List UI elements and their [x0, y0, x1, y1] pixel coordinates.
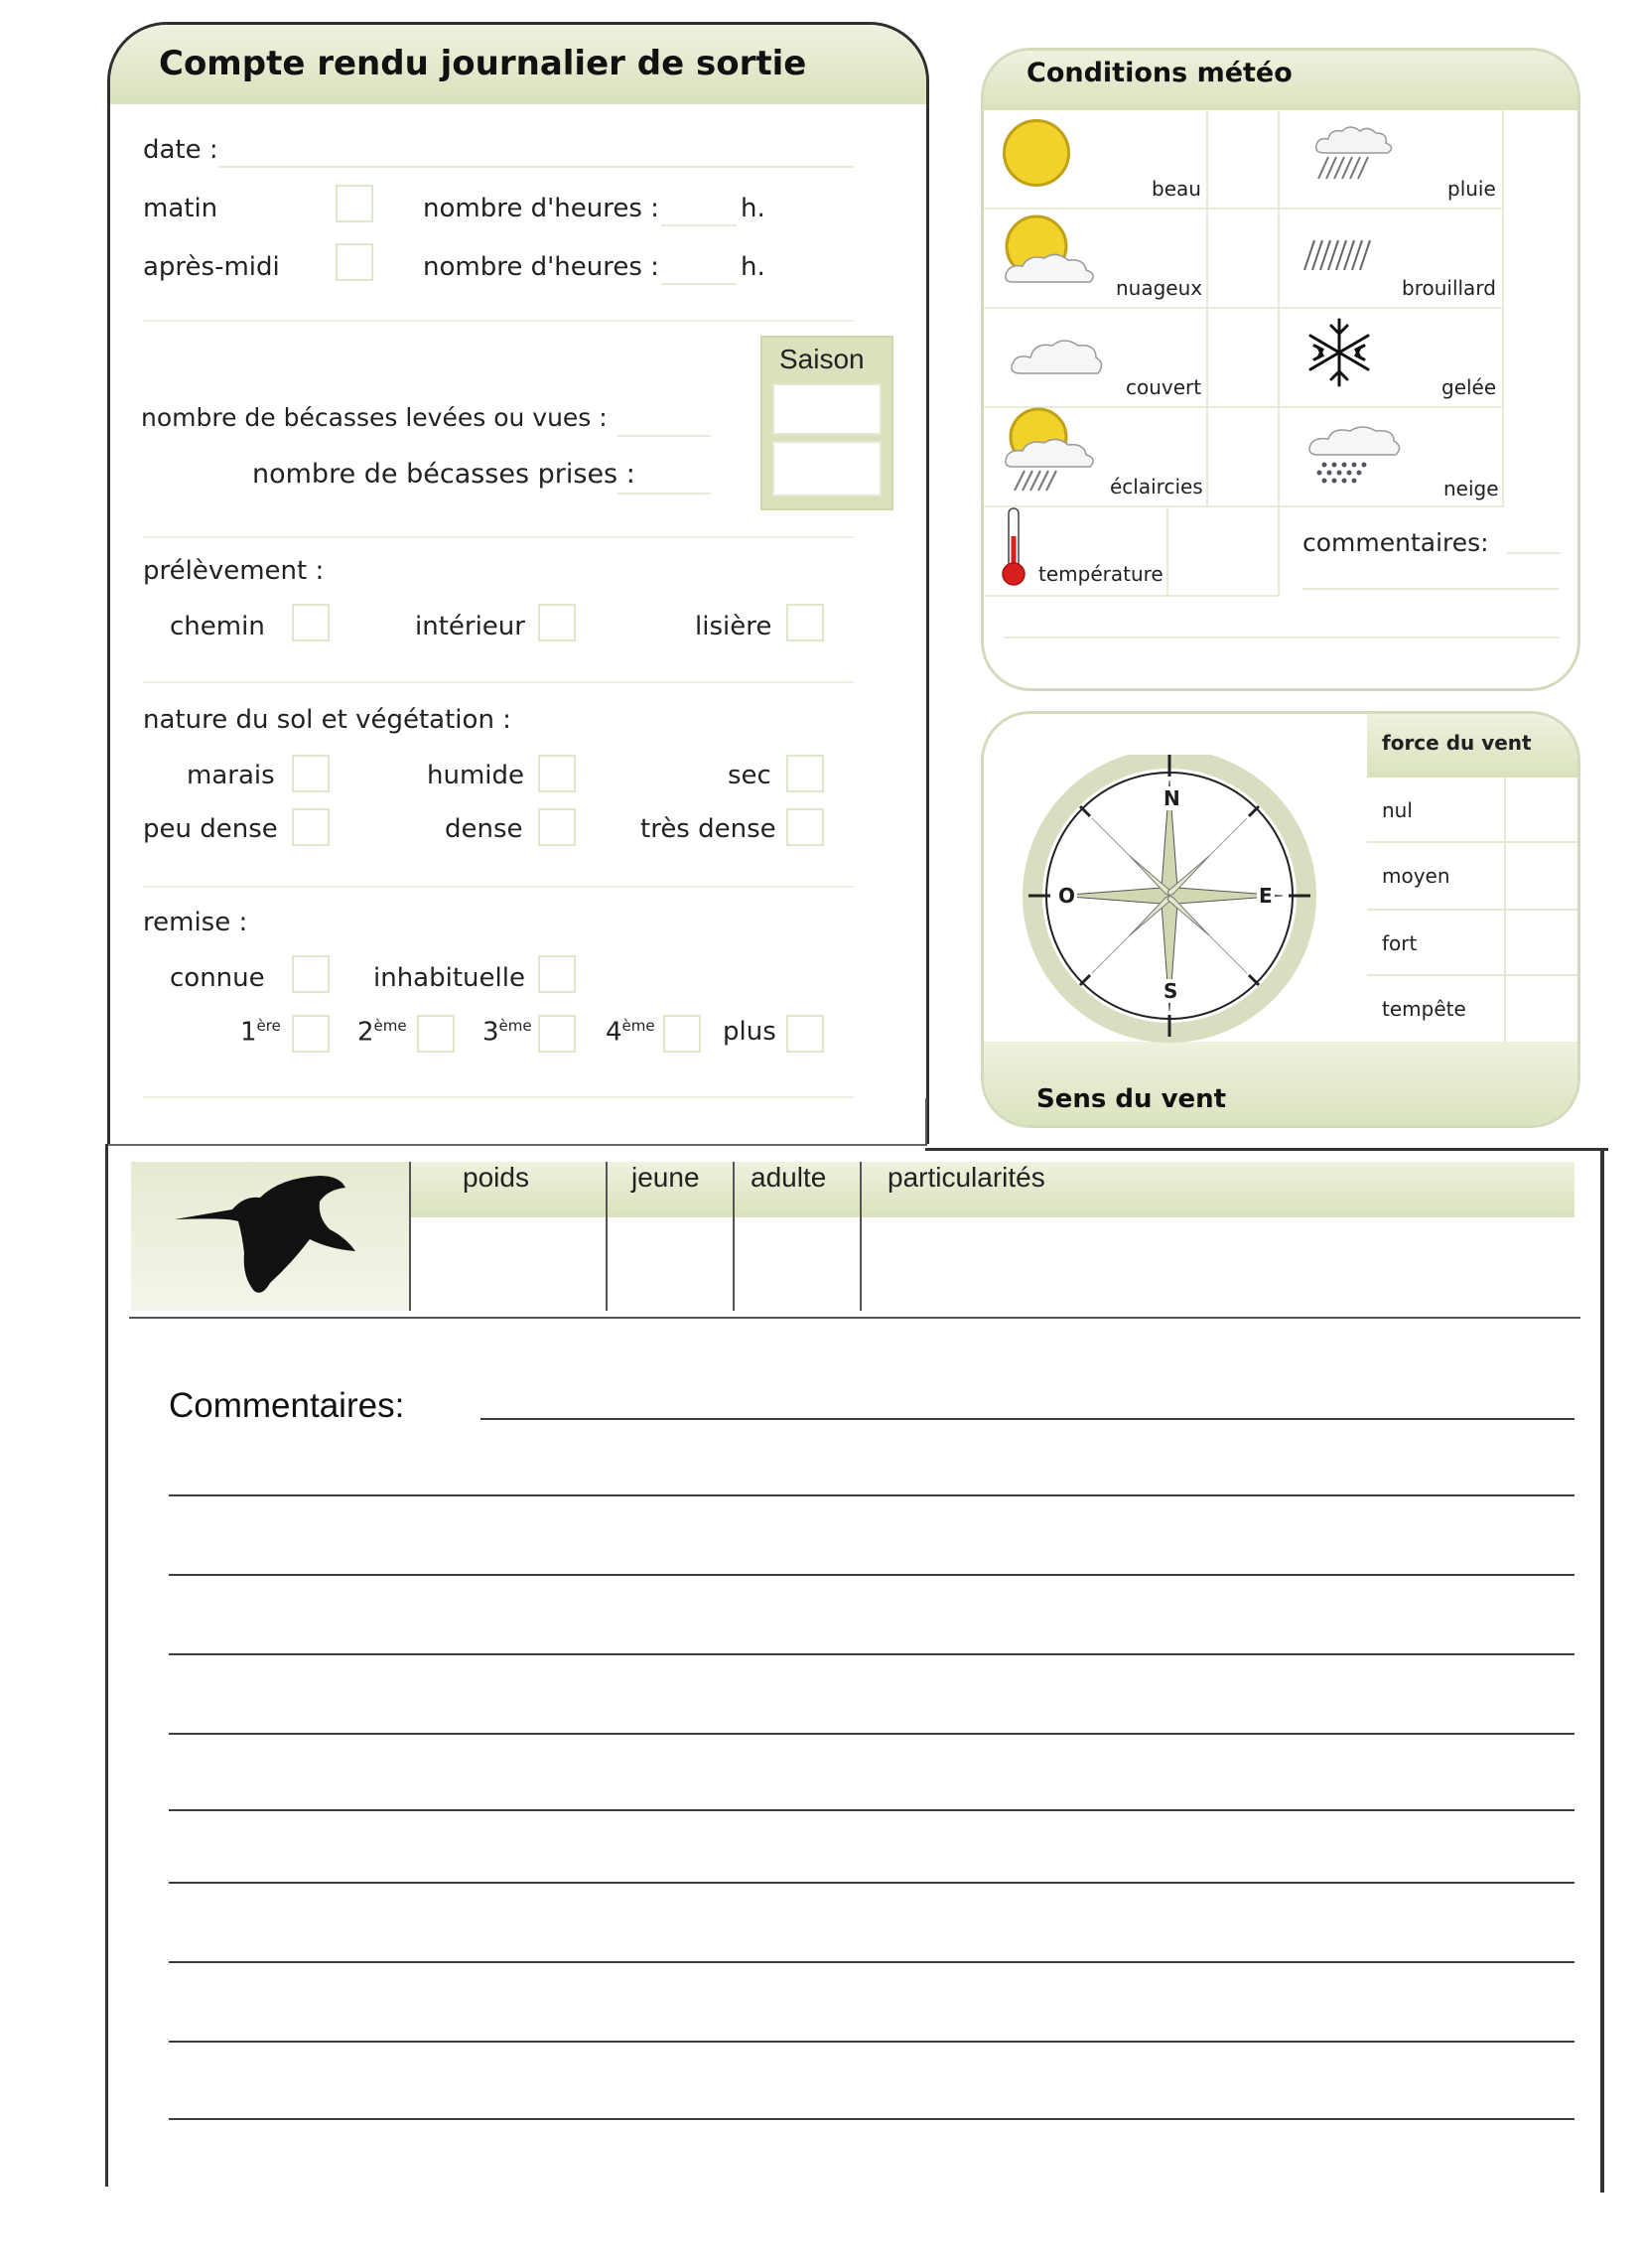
- bottom-frame-top-right: [925, 1148, 1608, 1151]
- saison-field-1[interactable]: [772, 383, 882, 435]
- force-tempete[interactable]: tempête: [1382, 997, 1466, 1021]
- comments-line-5[interactable]: [169, 1809, 1574, 1811]
- hours-unit-matin: h.: [741, 194, 765, 223]
- table-header-particularites: particularités: [888, 1162, 1045, 1193]
- snowflake-icon: [1302, 316, 1376, 389]
- meteo-label-couvert: couvert: [1126, 375, 1202, 399]
- becasses-prises-field[interactable]: [617, 493, 711, 495]
- cloud-icon: [1007, 332, 1106, 381]
- meteo-label-neige: neige: [1443, 477, 1499, 500]
- meteo-label-pluie: pluie: [1447, 177, 1496, 201]
- meteo-cell: [1168, 507, 1280, 597]
- apresmidi-checkbox[interactable]: [336, 243, 373, 281]
- hours-label-apresmidi: nombre d'heures :: [423, 252, 659, 282]
- prelevement-chemin-checkbox[interactable]: [292, 604, 330, 641]
- comments-line-6[interactable]: [169, 1882, 1574, 1884]
- prelevement-interieur-checkbox[interactable]: [538, 604, 576, 641]
- prelevement-lisiere-label: lisière: [695, 612, 772, 641]
- becasses-prises-label: nombre de bécasses prises :: [252, 459, 635, 490]
- meteo-label-beau: beau: [1152, 177, 1201, 201]
- saison-field-2[interactable]: [772, 441, 882, 496]
- temperature-label: température: [1038, 562, 1163, 586]
- sol-sec-checkbox[interactable]: [786, 755, 824, 792]
- force-moyen[interactable]: moyen: [1382, 864, 1450, 888]
- page-title: Compte rendu journalier de sortie: [159, 44, 807, 83]
- remise-rank-3-label: 3ème: [482, 1017, 532, 1048]
- meteo-cell: [1208, 210, 1280, 309]
- hours-label-matin: nombre d'heures :: [423, 194, 659, 223]
- remise-inhabituelle-label: inhabituelle: [373, 963, 525, 993]
- sol-peu-dense-label: peu dense: [143, 814, 278, 844]
- woodcock-icon: [171, 1168, 359, 1299]
- rain-cloud-icon: [1306, 123, 1406, 185]
- fog-icon: [1300, 236, 1380, 276]
- prelevement-interieur-label: intérieur: [415, 612, 525, 641]
- remise-rank-2-checkbox[interactable]: [417, 1015, 455, 1053]
- hours-field-apresmidi[interactable]: [661, 283, 737, 285]
- saison-label: Saison: [779, 344, 865, 374]
- date-field[interactable]: [218, 166, 854, 168]
- bottom-frame-divider: [925, 1098, 927, 1146]
- divider: [143, 886, 854, 888]
- comments-line-7[interactable]: [169, 1961, 1574, 1963]
- snow-cloud-icon: [1304, 421, 1404, 487]
- sens-du-vent-label: Sens du vent: [1036, 1084, 1227, 1114]
- remise-rank-3-checkbox[interactable]: [538, 1015, 576, 1053]
- divider: [143, 536, 854, 538]
- remise-label: remise :: [143, 908, 248, 937]
- sol-dense-label: dense: [445, 814, 523, 844]
- remise-connue-checkbox[interactable]: [292, 955, 330, 993]
- table-input-particularites[interactable]: [862, 1217, 1574, 1311]
- sol-label: nature du sol et végétation :: [143, 705, 511, 735]
- prelevement-lisiere-checkbox[interactable]: [786, 604, 824, 641]
- hours-unit-apresmidi: h.: [741, 252, 765, 282]
- divider: [143, 320, 854, 322]
- table-input-jeune[interactable]: [608, 1217, 733, 1311]
- compass-label-n: N: [1163, 786, 1180, 810]
- remise-rank-4-checkbox[interactable]: [663, 1015, 701, 1053]
- remise-plus-checkbox[interactable]: [786, 1015, 824, 1053]
- sun-cloud-icon: [1001, 213, 1110, 292]
- sun-rain-icon: [1001, 405, 1110, 495]
- comments-line-4[interactable]: [169, 1733, 1574, 1735]
- table-header-adulte: adulte: [751, 1162, 827, 1193]
- table-bottom-line: [129, 1317, 1580, 1319]
- compass-label-o: O: [1058, 884, 1076, 908]
- table-input-adulte[interactable]: [735, 1217, 860, 1311]
- meteo-cell: [1208, 110, 1280, 210]
- table-input-poids[interactable]: [411, 1217, 606, 1311]
- date-label: date :: [143, 135, 218, 165]
- comments-line-8[interactable]: [169, 2041, 1574, 2043]
- bottom-frame-left: [105, 1144, 108, 2187]
- bottom-frame-right: [1600, 1148, 1604, 2193]
- force-fort[interactable]: fort: [1382, 931, 1418, 955]
- remise-rank-1-checkbox[interactable]: [292, 1015, 330, 1053]
- divider: [143, 681, 854, 683]
- meteo-label-eclaircies: éclaircies: [1110, 475, 1203, 498]
- prelevement-chemin-label: chemin: [170, 612, 265, 641]
- matin-checkbox[interactable]: [336, 185, 373, 222]
- sol-tres-dense-checkbox[interactable]: [786, 808, 824, 846]
- remise-rank-2-label: 2ème: [357, 1017, 407, 1048]
- apresmidi-label: après-midi: [143, 252, 280, 282]
- meteo-line: [1004, 637, 1560, 638]
- sol-sec-label: sec: [728, 761, 771, 790]
- meteo-label-nuageux: nuageux: [1116, 276, 1203, 300]
- prelevement-label: prélèvement :: [143, 556, 325, 586]
- table-header-jeune: jeune: [631, 1162, 700, 1193]
- meteo-cell: [1208, 309, 1280, 408]
- sol-humide-checkbox[interactable]: [538, 755, 576, 792]
- divider: [143, 1096, 854, 1098]
- sol-peu-dense-checkbox[interactable]: [292, 808, 330, 846]
- hours-field-matin[interactable]: [661, 224, 737, 226]
- comments-line-3[interactable]: [169, 1653, 1574, 1655]
- sun-icon: [1003, 119, 1070, 187]
- sol-tres-dense-label: très dense: [640, 814, 776, 844]
- remise-connue-label: connue: [170, 963, 265, 993]
- thermometer-icon: [999, 506, 1028, 588]
- meteo-comments-field[interactable]: [1507, 552, 1561, 554]
- table-header-poids: poids: [463, 1162, 529, 1193]
- meteo-comments-label: commentaires:: [1302, 528, 1489, 557]
- remise-inhabituelle-checkbox[interactable]: [538, 955, 576, 993]
- sol-marais-checkbox[interactable]: [292, 755, 330, 792]
- comments-line-0[interactable]: [480, 1418, 1574, 1420]
- remise-rank-1-label: 1ère: [240, 1017, 281, 1048]
- remise-plus-label: plus: [723, 1017, 776, 1047]
- meteo-label-gelee: gelée: [1441, 375, 1497, 399]
- meteo-title: Conditions météo: [1026, 58, 1293, 88]
- comments-line-9[interactable]: [169, 2118, 1574, 2120]
- comments-label: Commentaires:: [169, 1386, 405, 1425]
- sol-humide-label: humide: [427, 761, 525, 790]
- sol-dense-checkbox[interactable]: [538, 808, 576, 846]
- force-nul[interactable]: nul: [1382, 798, 1413, 822]
- compass-label-e: E: [1259, 884, 1273, 908]
- comments-line-2[interactable]: [169, 1574, 1574, 1576]
- becasses-levees-field[interactable]: [617, 435, 711, 437]
- force-title: force du vent: [1382, 731, 1532, 755]
- meteo-label-brouillard: brouillard: [1402, 276, 1496, 300]
- remise-rank-4-label: 4ème: [606, 1017, 655, 1048]
- becasses-levees-label: nombre de bécasses levées ou vues :: [141, 403, 608, 432]
- bottom-frame-top-left: [107, 1144, 927, 1146]
- meteo-comments-field-2[interactable]: [1302, 588, 1559, 590]
- sol-marais-label: marais: [187, 761, 275, 790]
- compass-label-s: S: [1163, 979, 1178, 1003]
- meteo-cell: [1208, 408, 1280, 507]
- comments-line-1[interactable]: [169, 1494, 1574, 1496]
- matin-label: matin: [143, 194, 218, 223]
